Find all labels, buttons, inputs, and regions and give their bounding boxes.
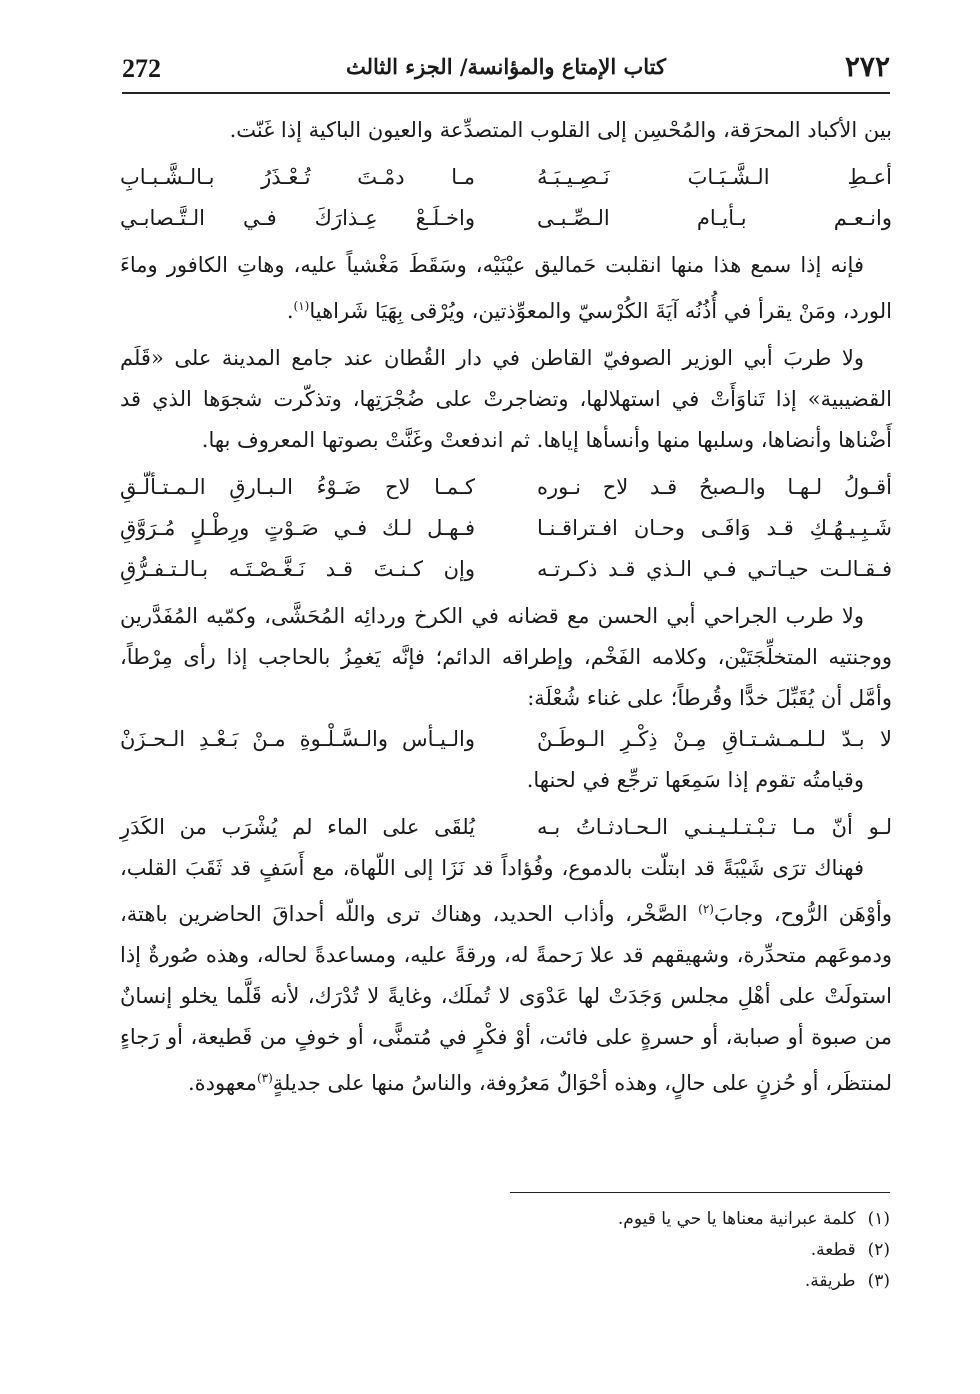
paragraph-5: وقيامتُه تقوم إذا سَمِعَها ترجِّع في لحنها. <box>526 768 864 792</box>
footnote-number: (٢) <box>867 1240 890 1260</box>
footnotes <box>390 1204 890 1297</box>
paragraph-1: بين الأكباد المحرَقة، والمُحْسِن إلى القلوب المتصدِّعة والعيون الباكية إذا غَنّت. <box>229 118 892 142</box>
paragraph-6-text-a: فهناك ترَى شَيْبَةً قد ابتلّت بالدموع، وفُؤاداً قد نَزَا إلى اللّهاة، مع أَسَفٍ قد ثَقَبَ القلب، وأوْهَن الرُّوح، وجابَ <box>120 856 892 926</box>
footnote-separator <box>510 1192 890 1193</box>
page-number-latin: 272 <box>122 54 161 83</box>
verse-line <box>120 719 892 760</box>
verse-hemistich-right: لـو أنّ مـا تـبْـتـلـيـنـي الـحـادثـاتُ بـه <box>537 815 892 839</box>
paragraph-2 <box>120 245 892 332</box>
footnote-ref[interactable]: (٢) <box>698 902 714 916</box>
page-body <box>120 110 892 1104</box>
verse-hemistich-right: أقـولُ لـهـا والـصبحُ قـد لاح نـوره <box>537 475 892 499</box>
footnote-text: كلمة عبرانية معناها يا حي يا قيوم. <box>617 1209 856 1229</box>
verse-hemistich-right: لا بـدّ لـلـمـشـتـاقِ مِـنْ ذِكْـرِ الـوطَـنْ <box>537 727 892 751</box>
verse-line <box>120 807 892 848</box>
verse-hemistich-right: وانـعـم بـأيـام الـصِّـبـى <box>537 206 892 230</box>
verse-block-1 <box>120 157 892 239</box>
footnote-item <box>390 1266 890 1297</box>
running-title: كتاب الإمتاع والمؤانسة/ الجزء الثالث <box>345 54 666 79</box>
verse-line <box>120 549 892 590</box>
footnote-text: طريقة. <box>804 1271 856 1291</box>
paragraph-6-text-c: معهودة. <box>188 1071 257 1095</box>
paragraph-2-end: . <box>286 299 294 323</box>
verse-line <box>120 198 892 239</box>
verse-line <box>120 467 892 508</box>
footnote-item <box>390 1204 890 1235</box>
paragraph-2-text: فإنه إذا سمع هذا منها انقلبت حَماليق عيْنَيْه، وسَقَطَ مَغْشياً عليه، وهاتِ الكافور وماءَ الورد، ومَنْ يقرأ في أُذُنُه آيَةَ الكُرْسيّ والمعوِّذتين، ويُرْقى بِهَيَا شَراهيا <box>120 253 892 323</box>
verse-hemistich-left: فـهـل لـك فـي صَـوْتٍ ورِطْـلٍ مُـرَوَّقِ <box>120 516 475 540</box>
page-header <box>122 48 890 94</box>
footnote-item <box>390 1235 890 1266</box>
footnote-ref[interactable]: (٣) <box>256 1071 273 1085</box>
verse-block-2 <box>120 467 892 590</box>
paragraph-4: ولا طرب الجراحي أبي الحسن مع قضانه في الكرخ وردائِه المُحَشَّى، وكمّيه المُفَدَّرين ووجنتيه المتخلِّجَتَيْن، وكلامه الفَخْم، وإطراقه الدائم؛ فإنَّه يَغمِزُ بالحاجب إذا رأى مِرْطاً، وأمَّل أن يُقَبِّلَ خدًّا وقُرطاً؛ على غناء شُعْلَة: <box>120 604 892 710</box>
verse-hemistich-left: يُلقَى على الماء لم يُشْرَب من الكَدَرِ <box>120 815 475 839</box>
verse-hemistich-left: واخـلَـعْ عِـذارَكَ فـي الـتَّـصابـي <box>120 206 475 230</box>
footnote-text: قطعة. <box>810 1240 856 1260</box>
verse-hemistich-right: أعـطِ الـشَّـبَـابَ نَـصِـيـبَـهُ <box>537 165 892 189</box>
verse-hemistich-right: فـقـالـت حيـاتـي فـي الـذي قـد ذكـرتـه <box>537 557 892 581</box>
paragraph-6-text-b: الصَّخْر، وأذاب الحديد، وهناك ترى واللّه أحداقَ الحاضرين باهتة، ودموعَهم متحدِّرة، وشهيقهم قد علا رَحمةً له، ورقةً عليه، ومساعدةً لحاله، وهذه صُورةٌ إذا استولَتْ على أهْلِ مجلس وَجَدَتْ لها عَدْوَى لا تُملَك، وغايةً لا تُدْرَك، لأنه قَلَّما يخلو إنسانٌ من صبوة أو صبابة، أو حسرةٍ على فائت، أوْ فكْرٍ في مُتمنًّى، أو خوفٍ من قَطيعة، أو رَجاءٍ لمنتظَر، أو حُزنٍ على حالٍ، وهذه أحْوَالٌ مَعرُوفة، والناسُ منها على جديلةٍ <box>120 902 892 1095</box>
verse-hemistich-left: مـا دمْـتَ تُـعْـذَرُ بـالـشَّـبـابِ <box>120 165 475 189</box>
page-number-arabic: ٢٧٢ <box>844 50 890 83</box>
verse-hemistich-left: كـمـا لاح ضَـوْءُ الـبـارقِ الـمـتـألّـقِ <box>120 475 475 499</box>
paragraph-6 <box>120 848 892 1104</box>
paragraph-3: ولا طربَ أبي الوزير الصوفيّ القاطن في دار القُطان عند جامع المدينة على «قَلَم القضيبية» إذا تَناوَأَتْ في استهلالها، وتضاجرتْ على ضُجْرَتِها، وتذكّرت شجوَها الذي قد أَضْناها وأنضاها، وسلبها منها وأنسأها إياها. ثم اندفعتْ وغَنَّتْ بصوتها المعروف بها. <box>120 346 892 452</box>
footnote-number: (٣) <box>867 1271 890 1291</box>
verse-line <box>120 157 892 198</box>
footnote-number: (١) <box>867 1209 890 1229</box>
verse-line <box>120 508 892 549</box>
verse-hemistich-right: شَـبِـيـهُـكِ قـد وَافَـى وحـان افـتراقـنـا <box>537 516 892 540</box>
verse-hemistich-left: وإن كـنـتَ قـد نَـغَّـصْـتَـه بـالـتـفـرُّقِ <box>120 557 475 581</box>
footnote-ref[interactable]: (١) <box>293 299 310 313</box>
verse-hemistich-left: والـيـأس والـسَّـلْـوةِ مـنْ بَـعْـدِ الـحـزَنْ <box>120 727 475 751</box>
